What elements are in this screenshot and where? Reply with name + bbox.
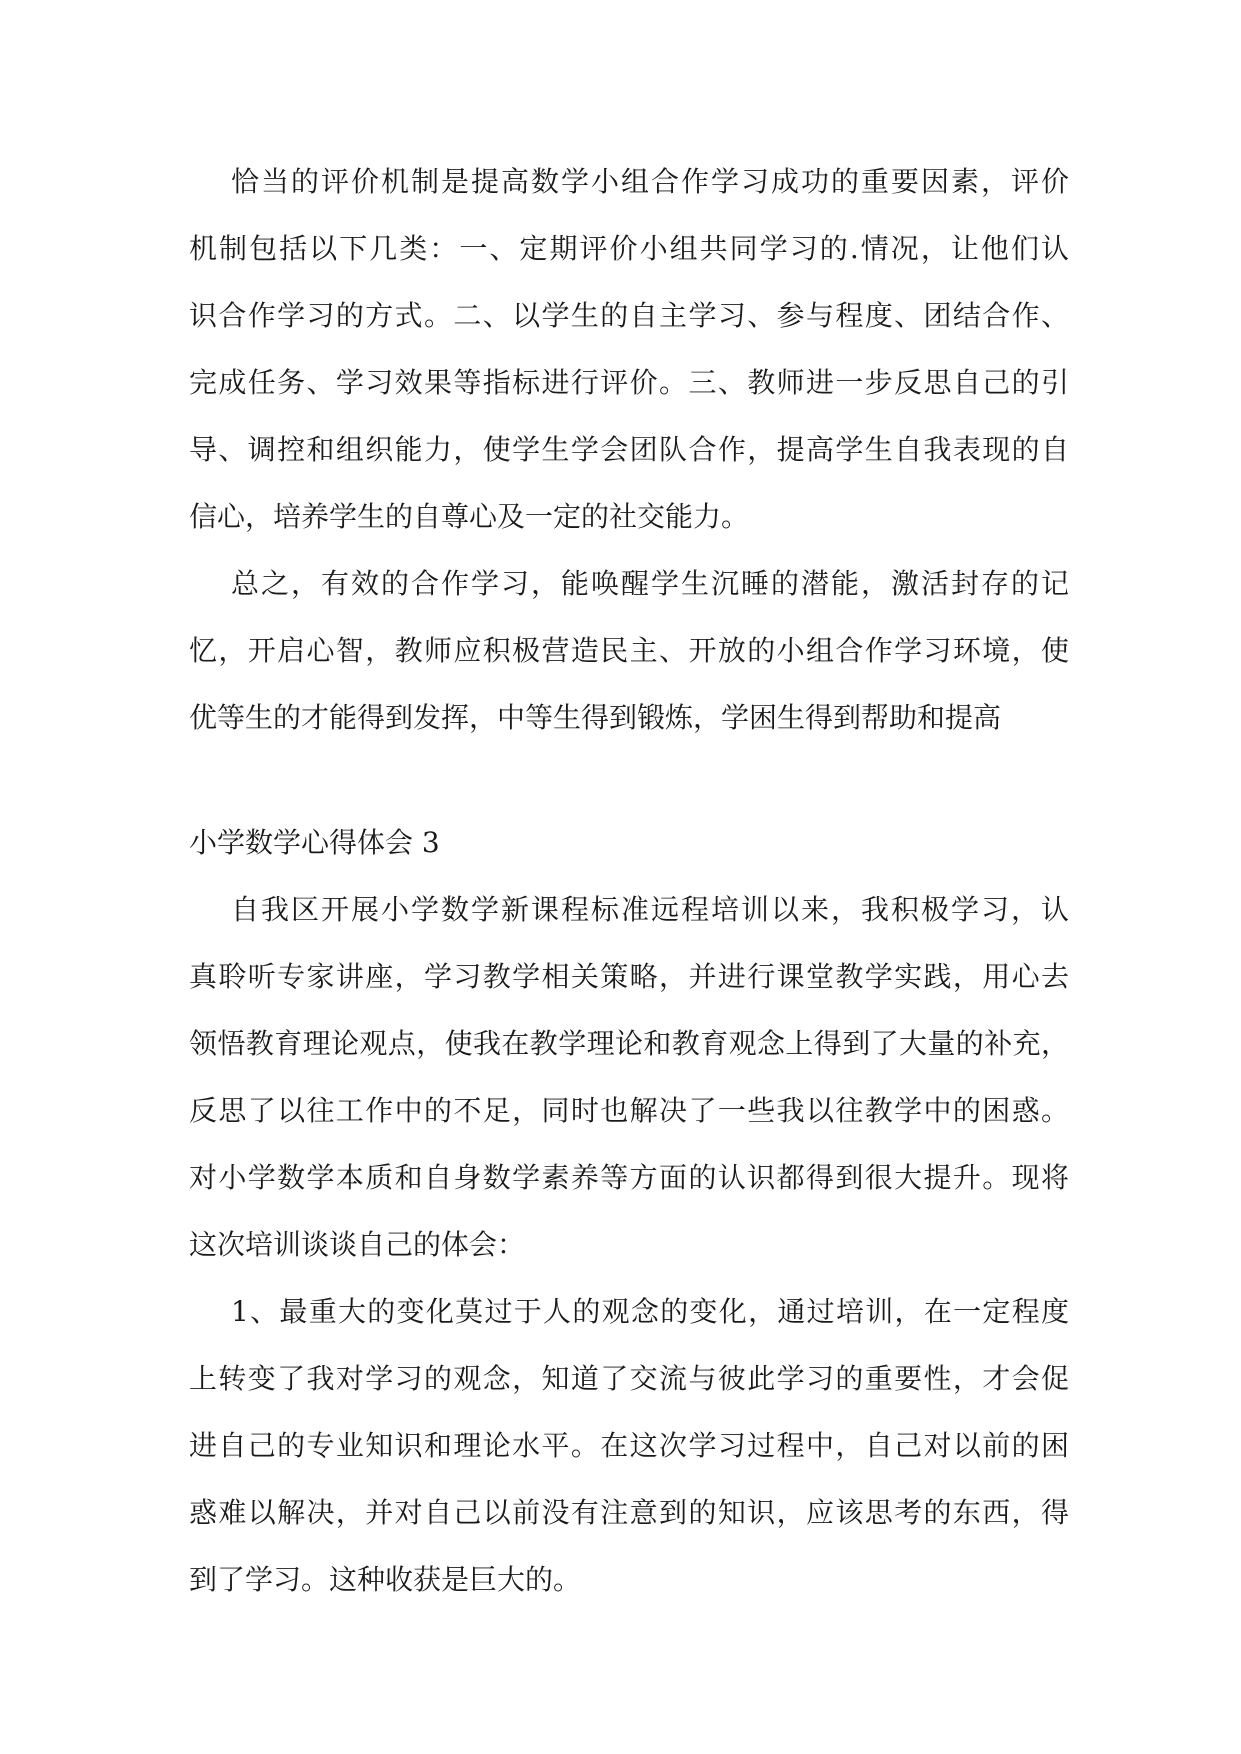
paragraph-line: 惑难以解决，并对自己以前没有注意到的知识，应该思考的东西，得 — [189, 1496, 1069, 1529]
section-title: 小学数学心得体会 3 — [189, 826, 440, 859]
paragraph-line: 对小学数学本质和自身数学素养等方面的认识都得到很大提升。现将 — [189, 1161, 1069, 1194]
paragraph-line: 到了学习。这种收获是巨大的。 — [189, 1563, 582, 1596]
paragraph-evaluation — [189, 162, 1069, 564]
paragraph-line: 反思了以往工作中的不足，同时也解决了一些我以往教学中的困惑。 — [189, 1094, 1069, 1127]
paragraph-line: 优等生的才能得到发挥，中等生得到锻炼，学困生得到帮助和提高 — [189, 701, 1002, 734]
paragraph-line: 1、最重大的变化莫过于人的观念的变化，通过培训，在一定程度 — [231, 1295, 1069, 1328]
paragraph-line: 识合作学习的方式。二、以学生的自主学习、参与程度、团结合作、 — [189, 299, 1069, 332]
paragraph-point-one — [189, 1292, 1069, 1627]
paragraph-line: 自我区开展小学数学新课程标准远程培训以来，我积极学习，认 — [231, 893, 1069, 926]
paragraph-line: 领悟教育理论观点，使我在教学理论和教育观念上得到了大量的补充， — [189, 1027, 1069, 1060]
paragraph-line: 完成任务、学习效果等指标进行评价。三、教师进一步反思自己的引 — [189, 366, 1069, 399]
paragraph-line: 进自己的专业知识和理论水平。在这次学习过程中，自己对以前的困 — [189, 1429, 1069, 1462]
document-body — [189, 162, 1069, 1627]
paragraph-line: 信心，培养学生的自尊心及一定的社交能力。 — [189, 500, 750, 533]
paragraph-line: 这次培训谈谈自己的体会： — [189, 1228, 526, 1261]
paragraph-line: 恰当的评价机制是提高数学小组合作学习成功的重要因素，评价 — [231, 165, 1069, 198]
paragraph-summary — [189, 564, 1069, 765]
paragraph-line: 总之，有效的合作学习，能唤醒学生沉睡的潜能，激活封存的记 — [231, 567, 1069, 600]
section-spacer — [189, 765, 1069, 823]
paragraph-line: 忆，开启心智，教师应积极营造民主、开放的小组合作学习环境，使 — [189, 634, 1069, 667]
paragraph-line: 真聆听专家讲座，学习教学相关策略，并进行课堂教学实践，用心去 — [189, 960, 1069, 993]
paragraph-line: 上转变了我对学习的观念，知道了交流与彼此学习的重要性，才会促 — [189, 1362, 1069, 1395]
paragraph-training-intro — [189, 890, 1069, 1292]
paragraph-line: 导、调控和组织能力，使学生学会团队合作，提高学生自我表现的自 — [189, 433, 1069, 466]
paragraph-line: 机制包括以下几类：一、定期评价小组共同学习的.情况，让他们认 — [189, 232, 1069, 265]
